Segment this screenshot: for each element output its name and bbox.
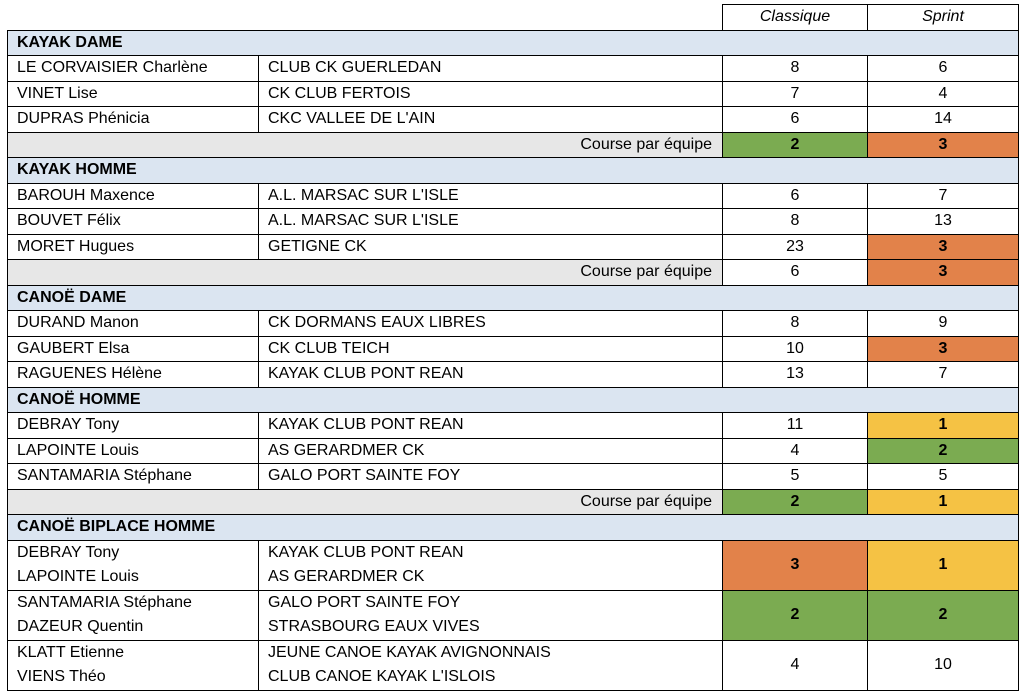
pair-clubs	[259, 540, 723, 590]
club-name: CKC VALLEE DE L'AIN	[259, 107, 723, 133]
club-name: GALO PORT SAINTE FOY	[268, 593, 461, 611]
classique-rank: 7	[723, 81, 868, 107]
header-row	[8, 5, 1019, 31]
pair-names	[8, 590, 259, 640]
team-row	[8, 132, 1019, 158]
club-name: KAYAK CLUB PONT REAN	[268, 543, 464, 561]
classique-rank: 5	[723, 464, 868, 490]
section-header	[8, 515, 1019, 541]
classique-rank: 23	[723, 234, 868, 260]
athlete-name: LAPOINTE Louis	[8, 438, 259, 464]
athlete-name: VINET Lise	[8, 81, 259, 107]
classique-rank: 11	[723, 413, 868, 439]
table-row	[8, 234, 1019, 260]
section-title: CANOË DAME	[8, 285, 1019, 311]
club-name: KAYAK CLUB PONT REAN	[259, 362, 723, 388]
pair-clubs	[259, 590, 723, 640]
athlete-name: RAGUENES Hélène	[8, 362, 259, 388]
section-header	[8, 158, 1019, 184]
table-row	[8, 413, 1019, 439]
club-name: A.L. MARSAC SUR L'ISLE	[259, 209, 723, 235]
team-sprint-rank: 1	[868, 489, 1019, 515]
club-name: CK CLUB TEICH	[259, 336, 723, 362]
col-header-classique: Classique	[723, 5, 868, 31]
team-row	[8, 260, 1019, 286]
header-blank	[8, 5, 723, 31]
athlete-name: DEBRAY Tony	[8, 413, 259, 439]
table-row	[8, 107, 1019, 133]
classique-rank: 4	[723, 640, 868, 690]
pair-row	[8, 590, 1019, 640]
section-title: KAYAK DAME	[8, 30, 1019, 56]
athlete-name: LAPOINTE Louis	[17, 568, 139, 585]
athlete-name: SANTAMARIA Stéphane	[8, 464, 259, 490]
athlete-name: GAUBERT Elsa	[8, 336, 259, 362]
section-title: CANOË HOMME	[8, 387, 1019, 413]
team-label: Course par équipe	[8, 489, 723, 515]
athlete-name: SANTAMARIA Stéphane	[17, 593, 192, 611]
sprint-rank: 2	[868, 438, 1019, 464]
classique-rank: 3	[723, 540, 868, 590]
team-sprint-rank: 3	[868, 260, 1019, 286]
section-title: CANOË BIPLACE HOMME	[8, 515, 1019, 541]
athlete-name: KLATT Etienne	[17, 643, 125, 661]
table-row	[8, 438, 1019, 464]
club-name: STRASBOURG EAUX VIVES	[268, 618, 480, 635]
sprint-rank: 3	[868, 336, 1019, 362]
team-label: Course par équipe	[8, 260, 723, 286]
sprint-rank: 7	[868, 362, 1019, 388]
sprint-rank: 6	[868, 56, 1019, 82]
classique-rank: 2	[723, 590, 868, 640]
pair-names	[8, 540, 259, 590]
section-title: KAYAK HOMME	[8, 158, 1019, 184]
club-name: JEUNE CANOE KAYAK AVIGNONNAIS	[268, 643, 551, 661]
sprint-rank: 14	[868, 107, 1019, 133]
team-label: Course par équipe	[8, 132, 723, 158]
sprint-rank: 13	[868, 209, 1019, 235]
section-header	[8, 285, 1019, 311]
club-name: CK DORMANS EAUX LIBRES	[259, 311, 723, 337]
pair-row	[8, 640, 1019, 690]
club-name: KAYAK CLUB PONT REAN	[259, 413, 723, 439]
club-name: GALO PORT SAINTE FOY	[259, 464, 723, 490]
team-classique-rank: 6	[723, 260, 868, 286]
classique-rank: 4	[723, 438, 868, 464]
sprint-rank: 10	[868, 640, 1019, 690]
sprint-rank: 9	[868, 311, 1019, 337]
pair-row	[8, 540, 1019, 590]
table-row	[8, 209, 1019, 235]
sprint-rank: 3	[868, 234, 1019, 260]
table-row	[8, 56, 1019, 82]
athlete-name: LE CORVAISIER Charlène	[8, 56, 259, 82]
sprint-rank: 1	[868, 413, 1019, 439]
athlete-name: DUPRAS Phénicia	[8, 107, 259, 133]
classique-rank: 8	[723, 56, 868, 82]
col-header-sprint: Sprint	[868, 5, 1019, 31]
athlete-name: DURAND Manon	[8, 311, 259, 337]
athlete-name: DAZEUR Quentin	[17, 618, 144, 635]
athlete-name: BAROUH Maxence	[8, 183, 259, 209]
results-table	[7, 4, 1019, 691]
table-row	[8, 336, 1019, 362]
table-row	[8, 183, 1019, 209]
section-header	[8, 30, 1019, 56]
club-name: CK CLUB FERTOIS	[259, 81, 723, 107]
classique-rank: 6	[723, 107, 868, 133]
club-name: AS GERARDMER CK	[268, 568, 425, 585]
sprint-rank: 5	[868, 464, 1019, 490]
classique-rank: 8	[723, 209, 868, 235]
athlete-name: VIENS Théo	[17, 668, 106, 685]
club-name: CLUB CANOE KAYAK L'ISLOIS	[268, 668, 496, 685]
classique-rank: 6	[723, 183, 868, 209]
pair-names	[8, 640, 259, 690]
club-name: CLUB CK GUERLEDAN	[259, 56, 723, 82]
team-classique-rank: 2	[723, 489, 868, 515]
team-classique-rank: 2	[723, 132, 868, 158]
sprint-rank: 2	[868, 590, 1019, 640]
sprint-rank: 7	[868, 183, 1019, 209]
pair-clubs	[259, 640, 723, 690]
table-row	[8, 464, 1019, 490]
classique-rank: 8	[723, 311, 868, 337]
club-name: A.L. MARSAC SUR L'ISLE	[259, 183, 723, 209]
classique-rank: 13	[723, 362, 868, 388]
table-row	[8, 81, 1019, 107]
club-name: AS GERARDMER CK	[259, 438, 723, 464]
athlete-name: MORET Hugues	[8, 234, 259, 260]
table-row	[8, 362, 1019, 388]
athlete-name: BOUVET Félix	[8, 209, 259, 235]
sprint-rank: 4	[868, 81, 1019, 107]
team-row	[8, 489, 1019, 515]
classique-rank: 10	[723, 336, 868, 362]
sprint-rank: 1	[868, 540, 1019, 590]
table-row	[8, 311, 1019, 337]
club-name: GETIGNE CK	[259, 234, 723, 260]
section-header	[8, 387, 1019, 413]
team-sprint-rank: 3	[868, 132, 1019, 158]
athlete-name: DEBRAY Tony	[17, 543, 120, 561]
